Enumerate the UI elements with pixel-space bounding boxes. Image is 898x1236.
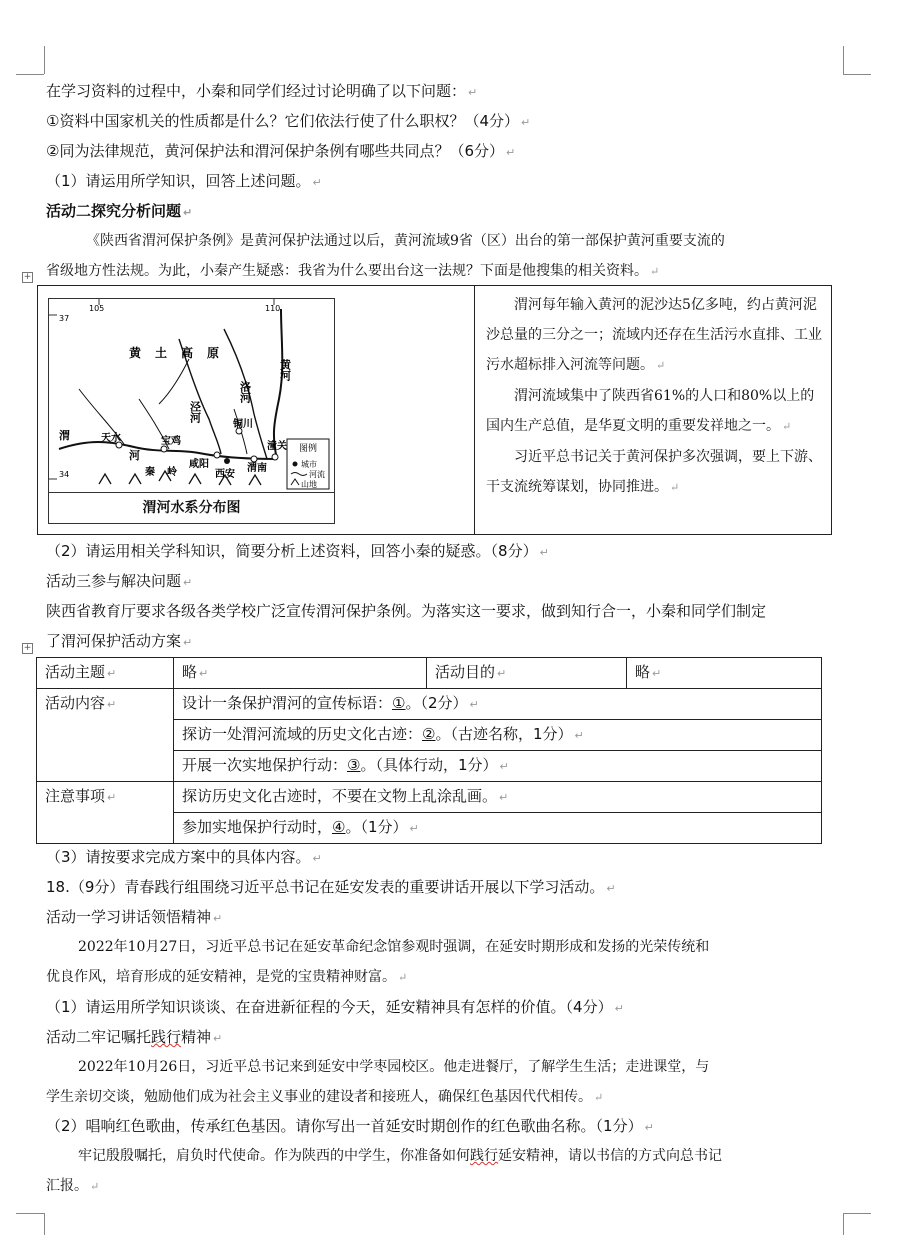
label-lon-110: 110 xyxy=(265,304,281,313)
q18-activity-1-title: 活动一学习讲话领悟精神 ↵ xyxy=(46,908,223,926)
activity-plan-table xyxy=(36,657,822,844)
map-drawing xyxy=(49,299,334,493)
intro-line: 在学习资料的过程中，小秦和同学们经过讨论明确了以下问题： ↵ xyxy=(46,82,478,100)
weihe-map xyxy=(48,298,335,524)
activity-3-paragraph-line-1: 陕西省教育厅要求各级各类学校广泛宣传渭河保护条例。为落实这一要求，做到知行合一，小秦和同学们制定 xyxy=(46,602,767,620)
q18-final-task-line-2: 汇报。 ↵ xyxy=(46,1178,100,1194)
q18-final-task-line-1: 牢记殷殷嘱托，肩负时代使命。作为陕西的中学生，你准备如何践行延安精神，请以书信的方式向总书记 xyxy=(78,1148,722,1164)
label-baoji: 宝鸡 xyxy=(161,436,181,447)
crop-mark-bottom-left xyxy=(16,1213,44,1214)
legend-river: 河流 xyxy=(309,470,325,479)
content-label-cell: 活动内容 ↵ xyxy=(37,689,174,782)
theme-value-cell: 略 ↵ xyxy=(174,658,427,689)
q18-activity-2-title: 活动二牢记嘱托践行精神 ↵ xyxy=(46,1028,223,1046)
table-row xyxy=(37,782,822,813)
q18-task-2: （2）唱响红色歌曲，传承红色基因。请你写出一首延安时期创作的红色歌曲名称。（1分） ↵ xyxy=(46,1117,654,1135)
label-river: 河 xyxy=(129,449,140,462)
label-loess-plateau: 黄土高原 xyxy=(129,346,234,360)
question-1: ①资料中国家机关的性质都是什么？它们依法行使了什么职权？（4分） ↵ xyxy=(46,112,531,130)
q18-activity-1-paragraph-line-1: 2022年10月27日，习近平总书记在延安革命纪念馆参观时强调，在延安时期形成和发扬的光荣传统和 xyxy=(78,939,710,955)
theme-label-cell: 活动主题 ↵ xyxy=(37,658,174,689)
crop-mark-bottom-right-v xyxy=(843,1213,844,1235)
tributary-3 xyxy=(159,359,189,404)
label-lat-34: 34 xyxy=(59,470,70,479)
crop-mark-top-left-v xyxy=(44,46,45,74)
yellow-river xyxy=(274,309,282,459)
q18-activity-2-paragraph-line-1: 2022年10月26日，习近平总书记来到延安中学枣园校区。他走进餐厅，了解学生生活；走进课堂，与 xyxy=(78,1059,710,1075)
label-luo-river: 洛河 xyxy=(238,381,252,403)
notes-row-2: 参加实地保护行动时，④。（1分） ↵ xyxy=(174,813,822,844)
city-xian xyxy=(224,458,230,464)
task-3: （3）请按要求完成方案中的具体内容。 ↵ xyxy=(46,848,322,866)
material-text xyxy=(486,290,826,503)
crop-mark-top-right xyxy=(843,74,871,75)
label-wei: 渭 xyxy=(59,429,70,442)
legend-city: 城市 xyxy=(301,460,317,469)
question-18-heading: 18.（9分）青春践行组围绕习近平总书记在延安发表的重要讲话开展以下学习活动。 ↵ xyxy=(46,878,616,896)
table-row xyxy=(37,689,822,720)
activity-3-title: 活动三参与解决问题 ↵ xyxy=(46,572,193,590)
label-lon-105: 105 xyxy=(89,304,105,313)
city-xianyang xyxy=(214,452,220,458)
city-tongguan xyxy=(272,454,278,460)
legend-city-icon xyxy=(293,462,298,467)
legend-title: 图例 xyxy=(299,444,318,454)
material-box xyxy=(37,285,832,535)
content-row-3: 开展一次实地保护行动：③。（具体行动，1分） ↵ xyxy=(174,751,822,782)
activity-2-title: 活动二探究分析问题 ↵ xyxy=(46,202,193,220)
material-paragraph-2: 渭河流域集中了陕西省61%的人口和80%以上的国内生产总值，是华夏文明的重要发祥地之一。 ↵ xyxy=(486,388,815,434)
content-row-1: 设计一条保护渭河的宣传标语：①。（2分） ↵ xyxy=(174,689,822,720)
task-2: （2）请运用相关学科知识，简要分析上述资料，回答小秦的疑惑。（8分） ↵ xyxy=(46,542,549,560)
content-row-2: 探访一处渭河流域的历史文化古迹：②。（古迹名称，1分） ↵ xyxy=(174,720,822,751)
label-tongguan: 潼关 xyxy=(267,441,287,452)
activity-2-paragraph-line-2: 省级地方性法规。为此，小秦产生疑惑：我省为什么要出台这一法规？下面是他搜集的相关资料。 ↵ xyxy=(46,263,660,279)
map-caption: 渭河水系分布图 xyxy=(49,492,334,523)
label-weinan: 渭南 xyxy=(247,463,267,474)
material-paragraph-3: 习近平总书记关于黄河保护多次强调，要上下游、干支流统筹谋划，协同推进。 ↵ xyxy=(486,449,822,495)
crop-mark-bottom-right xyxy=(843,1213,871,1214)
plan-table-anchor-icon[interactable]: + xyxy=(23,643,32,653)
label-jing-river: 泾河 xyxy=(188,401,202,423)
table-anchor-icon[interactable]: + xyxy=(23,272,32,282)
activity-3-paragraph-line-2: 了渭河保护活动方案 ↵ xyxy=(46,632,193,650)
purpose-label-cell: 活动目的 ↵ xyxy=(427,658,627,689)
label-xian: 西安 xyxy=(215,469,235,480)
legend-mountain: 山地 xyxy=(301,480,317,489)
q18-activity-2-paragraph-line-2: 学生亲切交谈，勉励他们成为社会主义事业的建设者和接班人，确保红色基因代代相传。 ↵ xyxy=(46,1089,604,1105)
city-weinan xyxy=(251,456,257,462)
question-2: ②同为法律规范，黄河保护法和渭河保护条例有哪些共同点？（6分） ↵ xyxy=(46,142,516,160)
label-qinling: 秦岭 xyxy=(145,467,189,478)
q18-task-1: （1）请运用所学知识谈谈、在奋进新征程的今天，延安精神具有怎样的价值。（4分） ↵ xyxy=(46,998,624,1016)
label-yellow-river: 黄河 xyxy=(278,359,292,381)
label-tianshui: 天水 xyxy=(101,433,121,444)
notes-label-cell: 注意事项 ↵ xyxy=(37,782,174,844)
q18-activity-1-paragraph-line-2: 优良作风，培育形成的延安精神，是党的宝贵精神财富。 ↵ xyxy=(46,969,408,985)
material-divider xyxy=(474,286,475,534)
table-row xyxy=(37,658,822,689)
label-lat-37: 37 xyxy=(59,314,70,323)
crop-mark-top-left xyxy=(16,74,44,75)
label-tongchuan: 铜川 xyxy=(233,419,253,430)
task-1: （1）请运用所学知识，回答上述问题。 ↵ xyxy=(46,172,322,190)
activity-2-paragraph-line-1: 《陕西省渭河保护条例》是黄河保护法通过以后，黄河流域9省（区）出台的第一部保护黄河重要支流的 xyxy=(86,233,725,249)
material-paragraph-1: 渭河每年输入黄河的泥沙达5亿多吨，约占黄河泥沙总量的三分之一；流域内还存在生活污水直排、工业污水超标排入河流等问题。 ↵ xyxy=(486,297,822,373)
crop-mark-top-right-v xyxy=(843,46,844,74)
label-xianyang: 咸阳 xyxy=(189,459,209,470)
purpose-value-cell: 略 ↵ xyxy=(627,658,822,689)
notes-row-1: 探访历史文化古迹时，不要在文物上乱涂乱画。 ↵ xyxy=(174,782,822,813)
crop-mark-bottom-left-v xyxy=(44,1213,45,1235)
